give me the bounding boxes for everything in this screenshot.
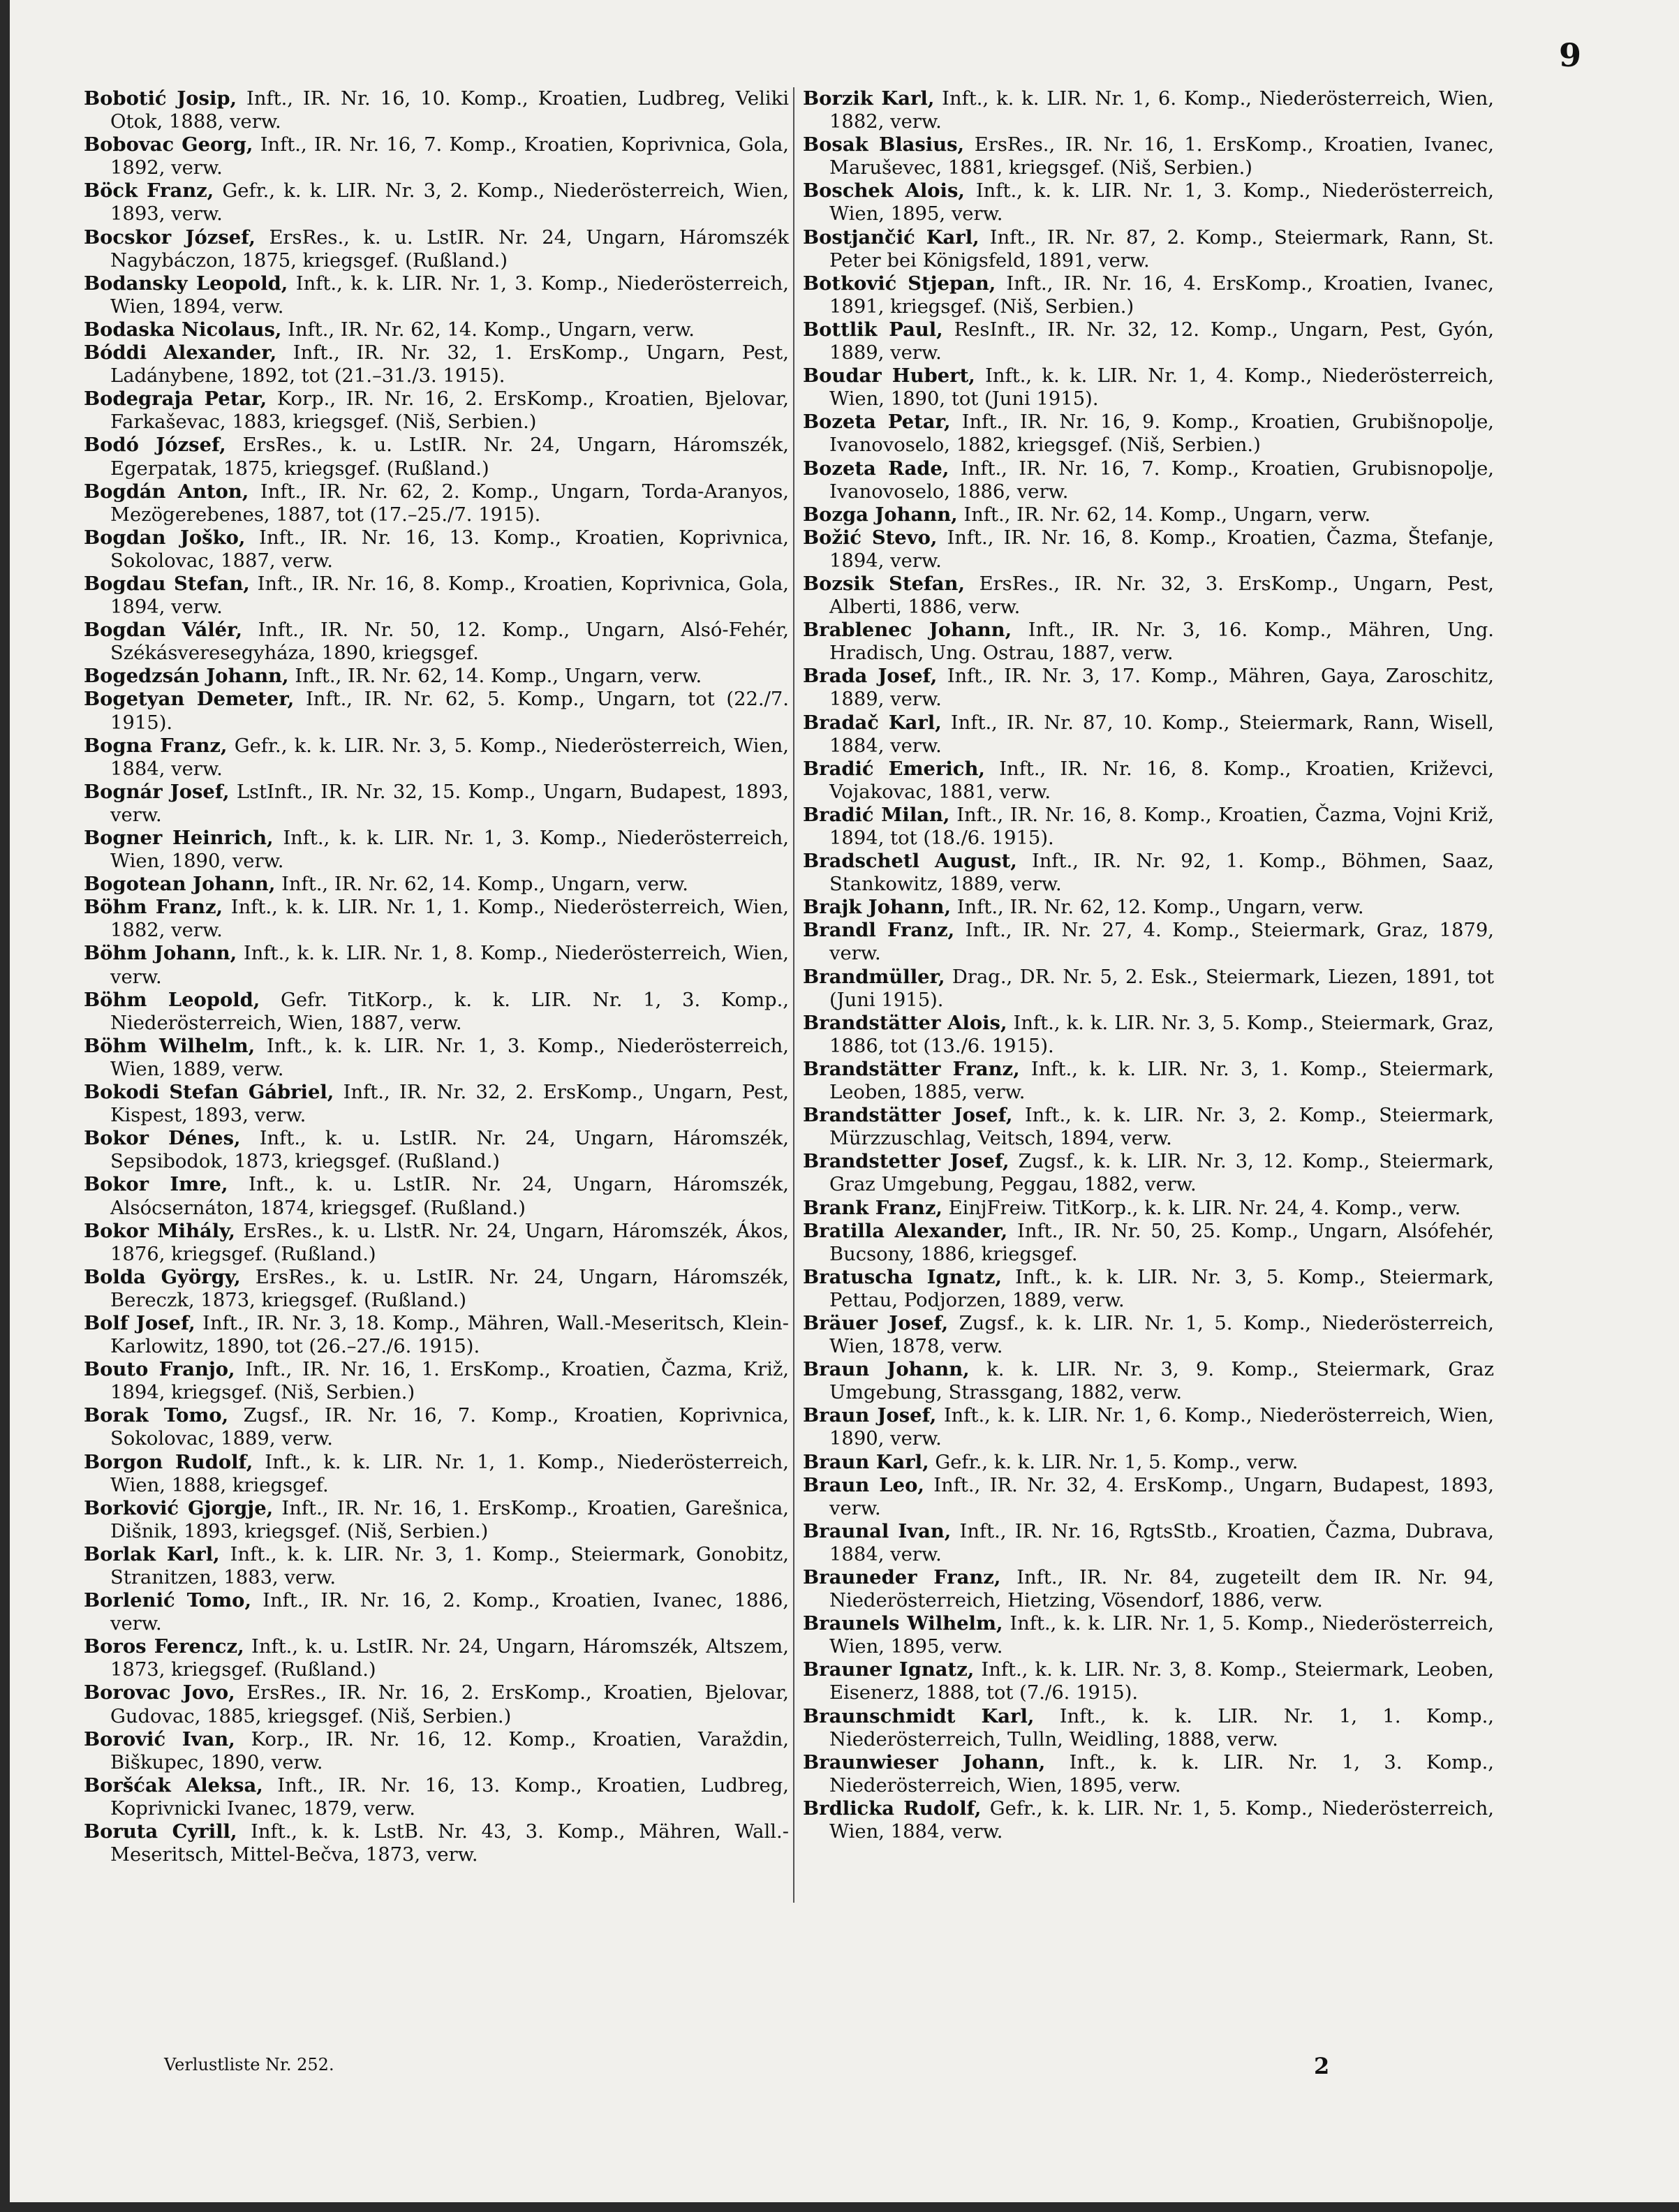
entry-details: Gefr., k. k. LIR. Nr. 1, 5. Komp., Niederösterreich, Wien, 1884, verw. xyxy=(829,1797,1494,1843)
entry-name: Boudar Hubert, xyxy=(803,364,975,388)
casualty-entry xyxy=(84,179,789,226)
casualty-entry xyxy=(803,1612,1494,1658)
entry-name: Borlenić Tomo, xyxy=(84,1589,251,1612)
casualty-entry xyxy=(803,226,1494,272)
casualty-entry xyxy=(84,688,789,734)
casualty-entry xyxy=(84,873,789,896)
entry-details: Gefr., k. k. LIR. Nr. 3, 2. Komp., Niederösterreich, Wien, 1893, verw. xyxy=(110,180,789,226)
entry-details: Inft., k. k. LIR. Nr. 1, 8. Komp., Niederösterreich, Wien, verw. xyxy=(110,943,790,988)
entry-name: Brandmüller, xyxy=(803,965,945,988)
entry-name: Böhm Franz, xyxy=(84,896,223,919)
entry-name: Brada Josef, xyxy=(803,665,938,688)
casualty-entry xyxy=(84,1681,789,1727)
entry-name: Bogdau Stefan, xyxy=(84,572,250,595)
entry-details: Korp., IR. Nr. 16, 12. Komp., Kroatien, Varaždin, Biškupec, 1890, verw. xyxy=(110,1728,789,1774)
entry-details: Inft., IR. Nr. 16, 8. Komp., Kroatien, Čazma, Štefanje, 1894, verw. xyxy=(829,526,1494,572)
entry-details: ErsRes., k. u. LlstR. Nr. 24, Ungarn, Háromszék, Ákos, 1876, kriegsgef. (Rußland.) xyxy=(110,1220,789,1265)
entry-name: Bozeta Rade, xyxy=(803,457,949,480)
casualty-entry xyxy=(84,896,789,942)
entry-details: Inft., k. k. LIR. Nr. 3, 1. Komp., Steiermark, Leoben, 1885, verw. xyxy=(829,1058,1494,1104)
entry-name: Bradić Emerich, xyxy=(803,757,985,780)
entry-details: Inft., k. k. LIR. Nr. 3, 1. Komp., Steiermark, Gonobitz, Stranitzen, 1883, verw. xyxy=(110,1543,789,1588)
casualty-entry xyxy=(84,1035,789,1081)
casualty-entry xyxy=(84,1728,789,1774)
casualty-entry xyxy=(803,1404,1494,1450)
entry-name: Böhm Wilhelm, xyxy=(84,1034,256,1057)
casualty-entry xyxy=(803,573,1494,619)
casualty-entry xyxy=(803,1197,1494,1220)
casualty-entry xyxy=(84,989,789,1035)
entry-details: Inft., IR. Nr. 3, 16. Komp., Mähren, Ung. Hradisch, Ung. Ostrau, 1887, verw. xyxy=(829,619,1494,665)
entry-details: Inft., IR. Nr. 16, 13. Komp., Kroatien, Ludbreg, Koprivnicki Ivanec, 1879, verw. xyxy=(110,1774,789,1820)
entry-name: Braun Johann, xyxy=(803,1358,970,1381)
casualty-entry xyxy=(84,526,789,573)
casualty-entry xyxy=(84,1635,789,1681)
casualty-entry xyxy=(803,526,1494,573)
casualty-entry xyxy=(803,411,1494,457)
casualty-entry xyxy=(84,1220,789,1266)
casualty-entry xyxy=(803,1104,1494,1150)
casualty-entry xyxy=(84,827,789,873)
entry-name: Borak Tomo, xyxy=(84,1404,229,1427)
entry-name: Botković Stjepan, xyxy=(803,272,996,295)
casualty-entry xyxy=(803,1150,1494,1196)
casualty-entry xyxy=(803,318,1494,364)
entry-details: Inft., IR. Nr. 32, 4. ErsKomp., Ungarn, Budapest, 1893, verw. xyxy=(829,1474,1494,1519)
casualty-entry xyxy=(803,364,1494,411)
entry-details: Inft., IR. Nr. 3, 17. Komp., Mähren, Gaya, Zaroschitz, 1889, verw. xyxy=(829,665,1494,711)
entry-details: Inft., k. k. LIR. Nr. 1, 3. Komp., Niederösterreich, Wien, 1889, verw. xyxy=(110,1035,789,1080)
entry-details: Inft., k. k. LIR. Nr. 3, 8. Komp., Steiermark, Leoben, Eisenerz, 1888, tot (7./6. 1915). xyxy=(829,1659,1495,1704)
casualty-entry xyxy=(84,665,789,688)
column-divider xyxy=(793,87,794,1903)
entry-name: Brandstätter Josef, xyxy=(803,1104,1013,1127)
casualty-entry xyxy=(803,896,1494,919)
entry-name: Bogner Heinrich, xyxy=(84,827,274,849)
scan-edge-bottom xyxy=(0,2202,1679,2212)
entry-details: Inft., k. k. LIR. Nr. 1, 4. Komp., Niederösterreich, Wien, 1890, tot (Juni 1915). xyxy=(829,365,1494,411)
entry-details: Gefr. TitKorp., k. k. LIR. Nr. 1, 3. Komp., Niederösterreich, Wien, 1887, verw. xyxy=(110,989,789,1034)
casualty-entry xyxy=(803,1797,1494,1843)
casualty-entry xyxy=(84,1173,789,1219)
entry-details: Inft., IR. Nr. 16, 7. Komp., Kroatien, Koprivnica, Gola, 1892, verw. xyxy=(110,134,789,179)
entry-name: Bozga Johann, xyxy=(803,503,958,526)
entry-name: Bogdan Joško, xyxy=(84,526,246,549)
footer-list-label: Verlustliste Nr. 252. xyxy=(164,2055,334,2074)
entry-details: Inft., k. k. LIR. Nr. 1, 6. Komp., Niederösterreich, Wien, 1890, verw. xyxy=(829,1405,1495,1450)
casualty-entry xyxy=(84,480,789,526)
entry-details: Inft., IR. Nr. 16, 2. Komp., Kroatien, Ivanec, 1886, verw. xyxy=(110,1590,789,1635)
entry-details: Inft., IR. Nr. 62, 14. Komp., Ungarn, verw. xyxy=(281,873,688,896)
casualty-entry xyxy=(803,919,1494,965)
entry-name: Borović Ivan, xyxy=(84,1727,235,1750)
entry-details: Inft., IR. Nr. 87, 2. Komp., Steiermark, Rann, St. Peter bei Königsfeld, 1891, verw. xyxy=(829,226,1494,272)
entry-details: Inft., IR. Nr. 92, 1. Komp., Böhmen, Saaz, Stankowitz, 1889, verw. xyxy=(829,850,1494,896)
casualty-entry xyxy=(803,1566,1494,1612)
entry-details: Inft., k. u. LstIR. Nr. 24, Ungarn, Háromszék, Alsócsernáton, 1874, kriegsgef. (Rußland.) xyxy=(110,1174,789,1219)
entry-name: Bogna Franz, xyxy=(84,734,228,757)
entry-details: Inft., k. u. LstIR. Nr. 24, Ungarn, Háromszék, Altszem, 1873, kriegsgef. (Rußland.) xyxy=(110,1636,789,1681)
entry-name: Brank Franz, xyxy=(803,1196,942,1219)
entry-details: ErsRes., k. u. LstIR. Nr. 24, Ungarn, Háromszék, Bereczk, 1873, kriegsgef. (Rußland.) xyxy=(110,1266,789,1311)
casualty-entry xyxy=(803,711,1494,758)
entry-details: Gefr., k. k. LIR. Nr. 3, 5. Komp., Niederösterreich, Wien, 1884, verw. xyxy=(110,735,789,780)
casualty-entry xyxy=(84,1312,789,1358)
casualty-entry xyxy=(84,1081,789,1127)
entry-name: Bodansky Leopold, xyxy=(84,272,288,295)
entry-name: Bostjančić Karl, xyxy=(803,226,979,249)
casualty-entry xyxy=(84,1404,789,1450)
entry-name: Böhm Johann, xyxy=(84,942,237,965)
casualty-entry xyxy=(803,1266,1494,1312)
entry-details: Drag., DR. Nr. 5, 2. Esk., Steiermark, Liezen, 1891, tot (Juni 1915). xyxy=(829,966,1494,1011)
entry-details: Inft., IR. Nr. 84, zugeteilt dem IR. Nr. 94, Niederösterreich, Hietzing, Vösendorf, 1886, verw. xyxy=(829,1567,1494,1612)
entry-details: Inft., IR. Nr. 16, 1. ErsKomp., Kroatien, Čazma, Križ, 1894, kriegsgef. (Niš, Serbien.) xyxy=(110,1359,789,1404)
scan-edge-left xyxy=(0,0,10,2212)
entry-name: Brandstätter Alois, xyxy=(803,1011,1007,1034)
entry-name: Brandstätter Franz, xyxy=(803,1057,1020,1080)
casualty-entry xyxy=(803,1012,1494,1058)
entry-name: Boros Ferencz, xyxy=(84,1635,244,1658)
entry-details: Inft., IR. Nr. 50, 25. Komp., Ungarn, Alsófehér, Bucsony, 1886, kriegsgef. xyxy=(829,1220,1494,1265)
entry-details: Inft., k. k. LIR. Nr. 3, 2. Komp., Steiermark, Mürzzuschlag, Veitsch, 1894, verw. xyxy=(829,1105,1494,1150)
entry-details: Inft., IR. Nr. 16, 4. ErsKomp., Kroatien, Ivanec, 1891, kriegsgef. (Niš, Serbien.) xyxy=(829,272,1494,318)
footer-sheet-number: 2 xyxy=(1314,2053,1330,2079)
entry-name: Bodó József, xyxy=(84,434,226,457)
entry-details: Inft., IR. Nr. 62, 2. Komp., Ungarn, Torda-Aranyos, Mezögerebenes, 1887, tot (17.–25./7. 1915). xyxy=(110,480,789,526)
entry-details: Inft., IR. Nr. 62, 5. Komp., Ungarn, tot (22./7. 1915). xyxy=(110,688,789,734)
entry-name: Braunwieser Johann, xyxy=(803,1750,1046,1774)
entry-name: Bocskor József, xyxy=(84,226,256,249)
casualty-entry xyxy=(84,318,789,341)
entry-name: Bosak Blasius, xyxy=(803,133,965,156)
entry-name: Božić Stevo, xyxy=(803,526,938,549)
entry-details: Inft., k. k. LIR. Nr. 1, 3. Komp., Niederösterreich, Wien, 1890, verw. xyxy=(110,827,789,873)
casualty-entry xyxy=(803,457,1494,503)
entry-name: Bratilla Alexander, xyxy=(803,1219,1008,1242)
entry-name: Braunschmidt Karl, xyxy=(803,1704,1035,1727)
entry-name: Bodaska Nicolaus, xyxy=(84,318,282,341)
entry-details: Inft., IR. Nr. 16, 8. Komp., Kroatien, Čazma, Vojni Križ, 1894, tot (18./6. 1915). xyxy=(829,804,1494,849)
entry-details: Inft., IR. Nr. 62, 14. Komp., Ungarn, verw. xyxy=(295,665,702,688)
entry-name: Bokor Mihály, xyxy=(84,1219,235,1242)
casualty-entry xyxy=(84,87,789,133)
entry-details: Inft., k. k. LIR. Nr. 1, 3. Komp., Niederösterreich, Wien, 1895, verw. xyxy=(829,180,1494,226)
entry-details: EinjFreiw. TitKorp., k. k. LIR. Nr. 24, 4. Komp., verw. xyxy=(948,1197,1461,1219)
entry-name: Brauneder Franz, xyxy=(803,1566,1001,1588)
casualty-entry xyxy=(803,1451,1494,1474)
casualty-entry xyxy=(84,133,789,179)
entry-details: Inft., IR. Nr. 16, 8. Komp., Kroatien, Koprivnica, Gola, 1894, verw. xyxy=(110,573,789,619)
casualty-entry xyxy=(84,1127,789,1173)
casualty-entry xyxy=(803,1220,1494,1266)
entry-name: Böck Franz, xyxy=(84,179,214,202)
entry-details: Inft., k. k. LIR. Nr. 1, 1. Komp., Niederösterreich, Wien, 1888, kriegsgef. xyxy=(110,1451,789,1496)
casualty-entry xyxy=(84,272,789,318)
casualty-entry xyxy=(84,1451,789,1497)
casualty-entry xyxy=(803,850,1494,896)
casualty-entry xyxy=(84,942,789,988)
entry-name: Bräuer Josef, xyxy=(803,1311,949,1334)
entry-details: Korp., IR. Nr. 16, 2. ErsKomp., Kroatien, Bjelovar, Farkaševac, 1883, kriegsgef. (Niš, Serbien.) xyxy=(110,388,790,434)
entry-name: Bogdán Anton, xyxy=(84,480,249,503)
entry-name: Bóddi Alexander, xyxy=(84,341,277,364)
casualty-entry xyxy=(803,1520,1494,1566)
entry-details: Inft., k. k. LIR. Nr. 3, 5. Komp., Steiermark, Graz, 1886, tot (13./6. 1915). xyxy=(829,1012,1494,1057)
entry-details: Zugsf., k. k. LIR. Nr. 1, 5. Komp., Niederösterreich, Wien, 1878, verw. xyxy=(829,1312,1494,1358)
left-column xyxy=(84,87,789,1866)
entry-name: Bodegraja Petar, xyxy=(84,388,267,411)
entry-details: Inft., k. k. LIR. Nr. 1, 1. Komp., Niederösterreich, Tulln, Weidling, 1888, verw. xyxy=(829,1705,1495,1750)
entry-details: Inft., IR. Nr. 62, 12. Komp., Ungarn, verw. xyxy=(956,897,1364,919)
entry-name: Boršćak Aleksa, xyxy=(84,1774,263,1797)
casualty-entry xyxy=(84,388,789,434)
entry-name: Bogedzsán Johann, xyxy=(84,665,289,688)
entry-name: Bokor Imre, xyxy=(84,1173,228,1196)
casualty-entry xyxy=(84,735,789,781)
entry-name: Bognár Josef, xyxy=(84,780,230,803)
entry-details: Inft., k. k. LIR. Nr. 1, 3. Komp., Niederösterreich, Wien, 1894, verw. xyxy=(110,272,789,318)
entry-name: Braun Leo, xyxy=(803,1473,924,1496)
entry-name: Bogdan Válér, xyxy=(84,619,243,642)
casualty-entry xyxy=(84,226,789,272)
entry-name: Boruta Cyrill, xyxy=(84,1820,237,1843)
entry-details: k. k. LIR. Nr. 3, 9. Komp., Steiermark, Graz Umgebung, Strassgang, 1882, verw. xyxy=(829,1359,1494,1404)
entry-details: Inft., IR. Nr. 16, RgtsStb., Kroatien, Čazma, Dubrava, 1884, verw. xyxy=(829,1520,1494,1565)
entry-details: Inft., IR. Nr. 16, 13. Komp., Kroatien, Koprivnica, Sokolovac, 1887, verw. xyxy=(110,526,789,572)
page-number: 9 xyxy=(1558,36,1581,74)
casualty-entry xyxy=(84,1266,789,1312)
entry-name: Bozsik Stefan, xyxy=(803,572,966,595)
entry-details: Inft., IR. Nr. 16, 9. Komp., Kroatien, Grubišnopolje, Ivanovoselo, 1882, kriegsgef. (Niš, Serbien.) xyxy=(829,411,1494,457)
casualty-entry xyxy=(803,665,1494,711)
entry-details: Gefr., k. k. LIR. Nr. 1, 5. Komp., verw. xyxy=(935,1451,1299,1473)
casualty-entry xyxy=(803,1751,1494,1797)
casualty-entry xyxy=(84,781,789,827)
entry-details: Inft., IR. Nr. 27, 4. Komp., Steiermark, Graz, 1879, verw. xyxy=(829,920,1494,965)
casualty-entry xyxy=(84,573,789,619)
entry-details: ErsRes., IR. Nr. 16, 1. ErsKomp., Kroatien, Ivanec, Maruševec, 1881, kriegsgef. (Niš, Serbien.) xyxy=(829,134,1494,179)
casualty-entry xyxy=(803,804,1494,850)
casualty-entry xyxy=(84,1497,789,1543)
entry-name: Böhm Leopold, xyxy=(84,988,260,1011)
entry-details: LstInft., IR. Nr. 32, 15. Komp., Ungarn, Budapest, 1893, verw. xyxy=(110,781,789,826)
entry-name: Bottlik Paul, xyxy=(803,318,943,341)
entry-name: Bozeta Petar, xyxy=(803,411,951,434)
casualty-entry xyxy=(803,1312,1494,1358)
casualty-entry xyxy=(803,1474,1494,1520)
entry-details: Inft., k. k. LIR. Nr. 1, 1. Komp., Niederösterreich, Wien, 1882, verw. xyxy=(110,897,789,942)
casualty-entry xyxy=(803,133,1494,179)
entry-name: Bokor Dénes, xyxy=(84,1127,241,1150)
entry-name: Brajk Johann, xyxy=(803,896,952,919)
entry-details: ErsRes., IR. Nr. 32, 3. ErsKomp., Ungarn, Pest, Alberti, 1886, verw. xyxy=(829,573,1494,619)
entry-details: Zugsf., k. k. LIR. Nr. 3, 12. Komp., Steiermark, Graz Umgebung, Peggau, 1882, verw. xyxy=(829,1151,1494,1196)
entry-name: Bolf Josef, xyxy=(84,1311,195,1334)
entry-name: Bradić Milan, xyxy=(803,803,950,826)
casualty-entry xyxy=(803,966,1494,1012)
entry-details: Inft., IR. Nr. 87, 10. Komp., Steiermark, Rann, Wisell, 1884, verw. xyxy=(829,711,1494,757)
entry-name: Bogotean Johann, xyxy=(84,873,276,896)
entry-details: Inft., IR. Nr. 16, 10. Komp., Kroatien, Ludbreg, Veliki Otok, 1888, verw. xyxy=(110,88,789,133)
casualty-entry xyxy=(84,341,789,388)
entry-details: Inft., k. k. LIR. Nr. 1, 6. Komp., Niederösterreich, Wien, 1882, verw. xyxy=(829,88,1494,133)
entry-name: Brauner Ignatz, xyxy=(803,1658,975,1681)
entry-name: Bratuscha Ignatz, xyxy=(803,1265,1002,1288)
casualty-entry xyxy=(84,1543,789,1589)
casualty-entry xyxy=(803,1058,1494,1104)
entry-details: Inft., IR. Nr. 62, 14. Komp., Ungarn, verw. xyxy=(288,318,695,341)
entry-name: Brdlicka Rudolf, xyxy=(803,1797,982,1820)
casualty-entry xyxy=(803,1358,1494,1404)
entry-name: Brablenec Johann, xyxy=(803,619,1012,642)
entry-name: Bolda György, xyxy=(84,1265,241,1288)
entry-name: Boschek Alois, xyxy=(803,179,965,202)
entry-name: Braunels Wilhelm, xyxy=(803,1612,1003,1635)
casualty-entry xyxy=(84,1358,789,1404)
entry-name: Borgon Rudolf, xyxy=(84,1450,253,1473)
entry-details: Inft., IR. Nr. 50, 12. Komp., Ungarn, Alsó-Fehér, Székásveresegyháza, 1890, kriegsgef. xyxy=(110,619,789,665)
entry-details: Inft., IR. Nr. 62, 14. Komp., Ungarn, verw. xyxy=(963,503,1371,526)
entry-name: Borlak Karl, xyxy=(84,1542,220,1565)
casualty-entry xyxy=(803,619,1494,665)
entry-details: ErsRes., k. u. LstIR. Nr. 24, Ungarn, Háromszék, Egerpatak, 1875, kriegsgef. (Rußland.) xyxy=(110,434,789,480)
casualty-entry xyxy=(84,619,789,665)
entry-details: Inft., k. k. LIR. Nr. 1, 3. Komp., Niederösterreich, Wien, 1895, verw. xyxy=(829,1751,1494,1797)
entry-name: Bokodi Stefan Gábriel, xyxy=(84,1081,334,1104)
entry-details: Inft., IR. Nr. 16, 7. Komp., Kroatien, Grubisnopolje, Ivanovoselo, 1886, verw. xyxy=(829,457,1494,503)
casualty-entry xyxy=(803,87,1494,133)
entry-details: Inft., IR. Nr. 32, 2. ErsKomp., Ungarn, Pest, Kispest, 1893, verw. xyxy=(110,1082,789,1127)
entry-name: Bogetyan Demeter, xyxy=(84,688,295,711)
entry-details: Inft., IR. Nr. 32, 1. ErsKomp., Ungarn, Pest, Ladánybene, 1892, tot (21.–31./3. 1915). xyxy=(110,342,789,388)
entry-name: Braunal Ivan, xyxy=(803,1519,952,1542)
entry-name: Bradschetl August, xyxy=(803,850,1017,873)
entry-name: Borković Gjorgje, xyxy=(84,1496,274,1519)
entry-name: Brandstetter Josef, xyxy=(803,1150,1009,1173)
casualty-entry xyxy=(84,1820,789,1866)
entry-details: Inft., IR. Nr. 16, 8. Komp., Kroatien, Križevci, Vojakovac, 1881, verw. xyxy=(829,758,1494,803)
entry-name: Bobotić Josip, xyxy=(84,87,237,110)
entry-name: Brandl Franz, xyxy=(803,919,955,942)
entry-details: Inft., IR. Nr. 16, 1. ErsKomp., Kroatien, Garešnica, Dišnik, 1893, kriegsgef. (Niš, Serbien.) xyxy=(110,1497,789,1542)
entry-details: Inft., k. k. LIR. Nr. 3, 5. Komp., Steiermark, Pettau, Podjorzen, 1889, verw. xyxy=(829,1266,1495,1311)
entry-details: ErsRes., k. u. LstIR. Nr. 24, Ungarn, Háromszék Nagybáczon, 1875, kriegsgef. (Rußland.) xyxy=(110,226,789,272)
entry-details: ResInft., IR. Nr. 32, 12. Komp., Ungarn, Pest, Gyón, 1889, verw. xyxy=(829,318,1494,364)
entry-details: Inft., k. k. LstB. Nr. 43, 3. Komp., Mähren, Wall.-Meseritsch, Mittel-Bečva, 1873, verw. xyxy=(110,1821,789,1866)
casualty-entry xyxy=(803,758,1494,804)
casualty-entry xyxy=(84,1589,789,1635)
right-column xyxy=(803,87,1494,1843)
entry-details: Inft., IR. Nr. 3, 18. Komp., Mähren, Wall.-Meseritsch, Klein-Karlowitz, 1890, tot (26.–27./6. 1915). xyxy=(110,1312,789,1358)
casualty-entry xyxy=(803,179,1494,226)
entry-name: Borovac Jovo, xyxy=(84,1681,235,1704)
entry-name: Borzik Karl, xyxy=(803,87,935,110)
entry-name: Bouto Franjo, xyxy=(84,1358,235,1381)
entry-name: Bradač Karl, xyxy=(803,711,942,734)
entry-name: Braun Josef, xyxy=(803,1404,937,1427)
entry-details: Inft., k. k. LIR. Nr. 1, 5. Komp., Niederösterreich, Wien, 1895, verw. xyxy=(829,1613,1494,1658)
entry-details: Inft., k. u. LstIR. Nr. 24, Ungarn, Háromszék, Sepsibodok, 1873, kriegsgef. (Rußland.) xyxy=(110,1128,789,1173)
casualty-entry xyxy=(803,503,1494,526)
casualty-entry xyxy=(803,272,1494,318)
casualty-entry xyxy=(803,1658,1494,1704)
casualty-entry xyxy=(84,1774,789,1820)
entry-name: Bobovac Georg, xyxy=(84,133,253,156)
casualty-entry xyxy=(803,1705,1494,1751)
entry-name: Braun Karl, xyxy=(803,1450,929,1473)
casualty-entry xyxy=(84,434,789,480)
entry-details: ErsRes., IR. Nr. 16, 2. ErsKomp., Kroatien, Bjelovar, Gudovac, 1885, kriegsgef. (Niš, Serbien.) xyxy=(110,1682,789,1727)
entry-details: Zugsf., IR. Nr. 16, 7. Komp., Kroatien, Koprivnica, Sokolovac, 1889, verw. xyxy=(110,1405,789,1450)
